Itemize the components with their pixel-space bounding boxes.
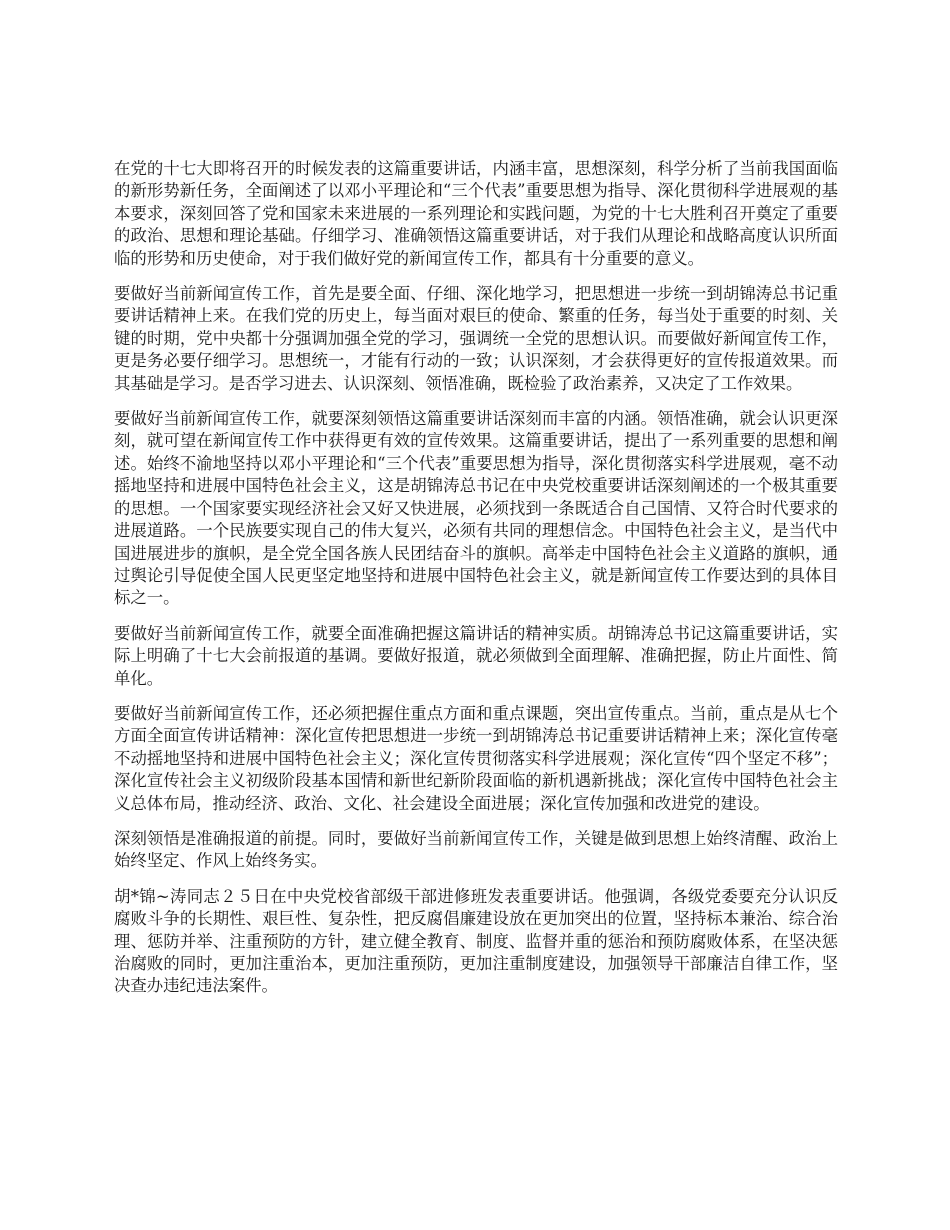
paragraph-6: 深刻领悟是准确报道的前提。同时，要做好当前新闻宣传工作，关键是做到思想上始终清醒、政治上始终坚定、作风上始终务实。 — [114, 828, 838, 871]
paragraph-4: 要做好当前新闻宣传工作，就要全面准确把握这篇讲话的精神实质。胡锦涛总书记这篇重要讲话，实际上明确了十七大会前报道的基调。要做好报道，就必须做到全面理解、准确把握，防止片面性、简单化。 — [114, 623, 838, 688]
paragraph-2: 要做好当前新闻宣传工作，首先是要全面、仔细、深化地学习，把思想进一步统一到胡锦涛总书记重要讲话精神上来。在我们党的历史上，每当面对艰巨的使命、繁重的任务，每当处于重要的时刻、关键的时期，党中央都十分强调加强全党的学习，强调统一全党的思想认识。而要做好新闻宣传工作，更是务必要仔细学习。思想统一，才能有行动的一致；认识深刻，才会获得更好的宣传报道效果。而其基础是学习。是否学习进去、认识深刻、领悟准确，既检验了政治素养，又决定了工作效果。 — [114, 284, 838, 393]
paragraph-1: 在党的十七大即将召开的时候发表的这篇重要讲话，内涵丰富，思想深刻，科学分析了当前我国面临的新形势新任务，全面阐述了以邓小平理论和“三个代表”重要思想为指导、深化贯彻科学进展观的基本要求，深刻回答了党和国家未来进展的一系列理论和实践问题，为党的十七大胜利召开奠定了重要的政治、思想和理论基础。仔细学习、准确领悟这篇重要讲话，对于我们从理论和战略高度认识所面临的形势和历史使命，对于我们做好党的新闻宣传工作，都具有十分重要的意义。 — [114, 159, 838, 268]
paragraph-3: 要做好当前新闻宣传工作，就要深刻领悟这篇重要讲话深刻而丰富的内涵。领悟准确，就会认识更深刻，就可望在新闻宣传工作中获得更有效的宣传效果。这篇重要讲话，提出了一系列重要的思想和阐述。始终不渝地坚持以邓小平理论和“三个代表”重要思想为指导，深化贯彻落实科学进展观，毫不动摇地坚持和进展中国特色社会主义，这是胡锦涛总书记在中央党校重要讲话深刻阐述的一个极其重要的思想。一个国家要实现经济社会又好又快进展，必须找到一条既适合自己国情、又符合时代要求的进展道路。一个民族要实现自己的伟大复兴，必须有共同的理想信念。中国特色社会主义，是当代中国进展进步的旗帜，是全党全国各族人民团结奋斗的旗帜。高举走中国特色社会主义道路的旗帜，通过舆论引导促使全国人民更坚定地坚持和进展中国特色社会主义，就是新闻宣传工作要达到的具体目标之一。 — [114, 409, 838, 608]
document-body — [114, 158, 838, 1011]
paragraph-7: 胡*锦~涛同志２５日在中央党校省部级干部进修班发表重要讲话。他强调，各级党委要充分认识反腐败斗争的长期性、艰巨性、复杂性，把反腐倡廉建设放在更加突出的位置，坚持标本兼治、综合治理、惩防并举、注重预防的方针，建立健全教育、制度、监督并重的惩治和预防腐败体系，在坚决惩治腐败的同时，更加注重治本，更加注重预防，更加注重制度建设，加强领导干部廉洁自律工作，坚决查办违纪违法案件。 — [114, 886, 838, 996]
paragraph-5: 要做好当前新闻宣传工作，还必须把握住重点方面和重点课题，突出宣传重点。当前，重点是从七个方面全面宣传讲话精神：深化宣传把思想进一步统一到胡锦涛总书记重要讲话精神上来；深化宣传毫不动摇地坚持和进展中国特色社会主义；深化宣传贯彻落实科学进展观；深化宣传“四个坚定不移”；深化宣传社会主义初级阶段基本国情和新世纪新阶段面临的新机遇新挑战；深化宣传中国特色社会主义总体布局，推动经济、政治、文化、社会建设全面进展；深化宣传加强和改进党的建设。 — [114, 703, 838, 813]
